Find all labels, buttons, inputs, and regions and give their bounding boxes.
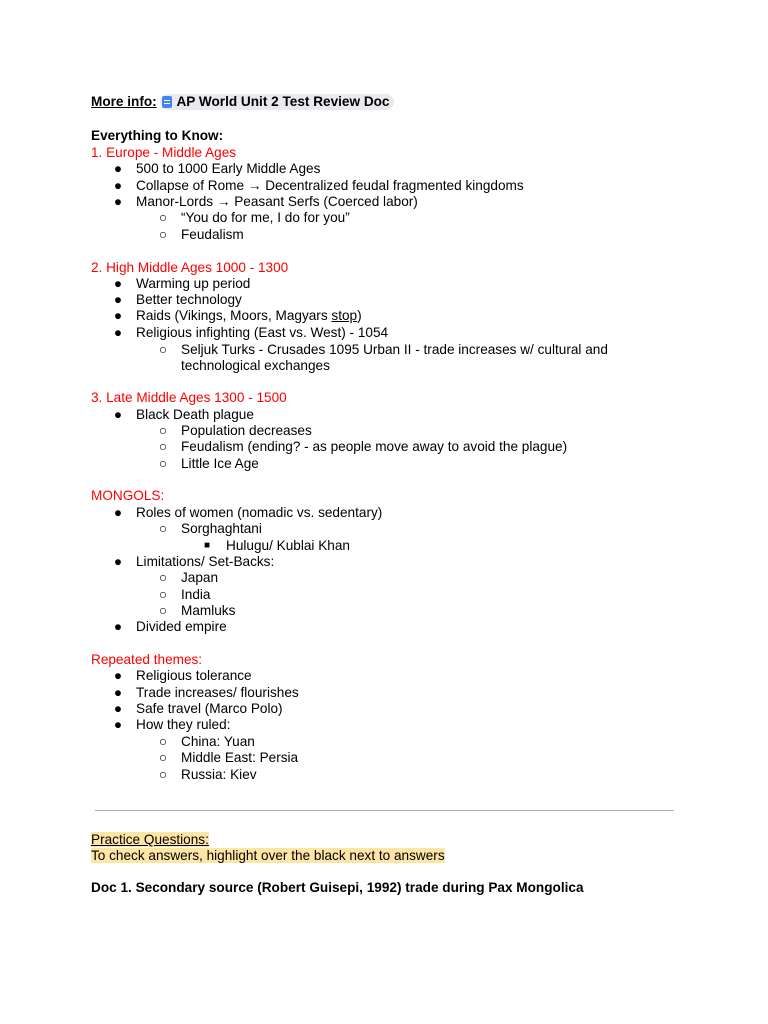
bullet-icon: ● <box>113 325 123 340</box>
list-item: Trade increases/ flourishes <box>136 685 299 700</box>
raids-prefix: Raids (Vikings, Moors, Magyars <box>136 308 332 323</box>
hollow-bullet-icon: ○ <box>158 423 168 438</box>
section3-title: 3. Late Middle Ages 1300 - 1500 <box>91 390 287 405</box>
sub-list-item: Middle East: Persia <box>181 750 299 765</box>
more-info-row <box>91 94 394 110</box>
list-item: Religious infighting (East vs. West) - 1054 <box>136 325 389 340</box>
raids-stop: stop <box>331 308 358 323</box>
section1-title: 1. Europe - Middle Ages <box>91 145 237 160</box>
bullet-icon: ● <box>113 276 123 291</box>
bullet-icon: ● <box>113 194 123 209</box>
hollow-bullet-icon: ○ <box>158 603 168 618</box>
list-item: Limitations/ Set-Backs: <box>136 554 275 569</box>
hollow-bullet-icon: ○ <box>158 570 168 585</box>
sub-list-item: Russia: Kiev <box>181 767 257 782</box>
sub-list-item: Japan <box>181 570 219 585</box>
bullet-icon: ● <box>113 407 123 422</box>
doc1-heading: Doc 1. Secondary source (Robert Guisepi, 1992) trade during Pax Mongolica <box>91 880 584 895</box>
sub-list-item: India <box>181 587 211 602</box>
list-item: Collapse of Rome → Decentralized feudal fragmented kingdoms <box>136 178 524 193</box>
sub-list-item: “You do for me, I do for you” <box>181 210 350 225</box>
google-doc-icon <box>162 96 172 108</box>
sub-list-item: Feudalism (ending? - as people move away to avoid the plague) <box>181 439 568 454</box>
bullet-icon: ● <box>113 701 123 716</box>
bullet-icon: ● <box>113 554 123 569</box>
bullet-icon: ● <box>113 619 123 634</box>
hollow-bullet-icon: ○ <box>158 210 168 225</box>
list-item-raids <box>136 308 362 324</box>
raids-suffix: ) <box>357 308 362 323</box>
sub-list-item-continued: technological exchanges <box>181 358 330 373</box>
bullet-icon: ● <box>113 505 123 520</box>
bullet-icon: ● <box>113 161 123 176</box>
sub-list-item: Seljuk Turks - Crusades 1095 Urban II - trade increases w/ cultural and <box>181 342 608 357</box>
hollow-bullet-icon: ○ <box>158 227 168 242</box>
list-item: How they ruled: <box>136 717 231 732</box>
hollow-bullet-icon: ○ <box>158 456 168 471</box>
hollow-bullet-icon: ○ <box>158 342 168 357</box>
bullet-icon: ● <box>113 685 123 700</box>
hollow-bullet-icon: ○ <box>158 750 168 765</box>
sub-list-item: Little Ice Age <box>181 456 259 471</box>
bullet-icon: ● <box>113 308 123 323</box>
horizontal-divider <box>95 810 674 811</box>
hollow-bullet-icon: ○ <box>158 734 168 749</box>
more-info-label: More info: <box>91 94 157 109</box>
sub-list-item: Population decreases <box>181 423 312 438</box>
section2-title: 2. High Middle Ages 1000 - 1300 <box>91 260 289 275</box>
list-item: 500 to 1000 Early Middle Ages <box>136 161 321 176</box>
mongols-title: MONGOLS: <box>91 488 165 503</box>
practice-instruction: To check answers, highlight over the black next to answers <box>91 848 445 863</box>
hollow-bullet-icon: ○ <box>158 587 168 602</box>
themes-title: Repeated themes: <box>91 652 203 667</box>
practice-title-row <box>91 832 209 848</box>
practice-title: Practice Questions: <box>91 832 209 847</box>
doc-link-chip[interactable] <box>160 94 393 110</box>
bullet-icon: ● <box>113 178 123 193</box>
list-item: Manor-Lords → Peasant Serfs (Coerced labor) <box>136 194 418 209</box>
sub-list-item: Feudalism <box>181 227 244 242</box>
hollow-bullet-icon: ○ <box>158 439 168 454</box>
bullet-icon: ● <box>113 717 123 732</box>
everything-label: Everything to Know: <box>91 128 224 143</box>
sub-list-item: Sorghaghtani <box>181 521 262 536</box>
practice-instruction-row <box>91 848 445 864</box>
list-item: Better technology <box>136 292 242 307</box>
sub-list-item: China: Yuan <box>181 734 255 749</box>
bullet-icon: ● <box>113 292 123 307</box>
bullet-icon: ● <box>113 668 123 683</box>
square-bullet-icon: ■ <box>203 540 211 551</box>
doc-link-title[interactable]: AP World Unit 2 Test Review Doc <box>176 94 390 109</box>
list-item: Warming up period <box>136 276 251 291</box>
sub-sub-list-item: Hulugu/ Kublai Khan <box>226 538 350 553</box>
list-item: Safe travel (Marco Polo) <box>136 701 283 716</box>
hollow-bullet-icon: ○ <box>158 521 168 536</box>
list-item: Religious tolerance <box>136 668 252 683</box>
list-item: Divided empire <box>136 619 227 634</box>
list-item: Roles of women (nomadic vs. sedentary) <box>136 505 383 520</box>
sub-list-item: Mamluks <box>181 603 236 618</box>
hollow-bullet-icon: ○ <box>158 767 168 782</box>
list-item: Black Death plague <box>136 407 254 422</box>
